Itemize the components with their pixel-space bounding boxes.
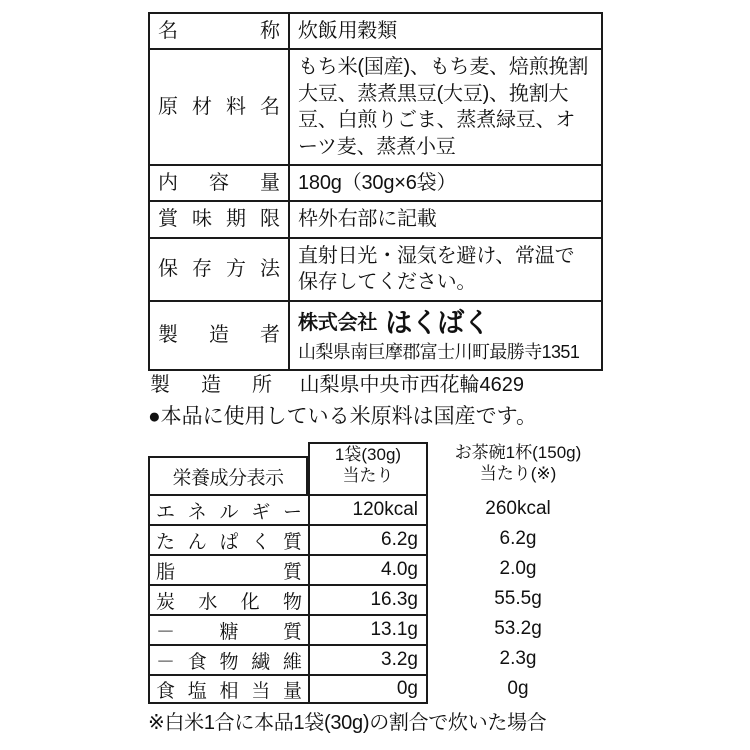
nutrient-value-per-pack: 4.0g xyxy=(308,554,428,584)
table-row xyxy=(149,301,602,370)
nutrition-facts-table xyxy=(148,442,608,704)
table-row xyxy=(148,674,608,704)
row-value-name: 炊飯用穀類 xyxy=(289,13,602,49)
nutrition-col2-header-line2: 当たり(※) xyxy=(479,464,557,484)
nutrition-footnote: ※白米1合に本品1袋(30g)の割合で炊いた場合 xyxy=(148,712,547,734)
nutrition-col1-header-line2: 当たり xyxy=(342,466,394,486)
nutrient-value-per-bowl: 6.2g xyxy=(499,528,537,549)
company-prefix: 株式会社 xyxy=(298,312,378,335)
row-label-ingredients: 原材料名 xyxy=(149,49,289,165)
manufacturing-plant-value: 山梨県中央市西花輪4629 xyxy=(299,374,525,396)
nutrient-value-per-bowl: 55.5g xyxy=(494,588,542,609)
table-row xyxy=(148,494,608,524)
table-row xyxy=(149,238,602,301)
manufacturing-plant-label: 製造所 xyxy=(150,374,272,396)
table-row xyxy=(148,554,608,584)
nutrient-name: －食物繊維 xyxy=(148,644,308,674)
nutrition-col2-header-line1: お茶碗1杯(150g) xyxy=(454,443,582,462)
nutrient-name: エネルギー xyxy=(148,494,308,524)
product-info-table xyxy=(148,12,603,371)
row-value-ingredients: もち米(国産)、もち麦、焙煎挽割大豆、蒸煮黒豆(大豆)、挽割大豆、白煎りごま、蒸煮緑豆、オーツ麦、蒸煮小豆 xyxy=(289,49,602,165)
nutrient-name: 食塩相当量 xyxy=(148,674,308,704)
nutrition-title: 栄養成分表示 xyxy=(148,456,308,494)
row-value-manufacturer xyxy=(289,301,602,370)
nutrient-value-per-pack: 13.1g xyxy=(308,614,428,644)
table-row xyxy=(149,165,602,201)
manufacturing-plant-line xyxy=(150,368,524,397)
nutrient-value-per-bowl: 260kcal xyxy=(485,498,551,519)
table-row xyxy=(148,614,608,644)
nutrient-value-per-bowl: 53.2g xyxy=(494,618,542,639)
manufacturer-address: 山梨県南巨摩郡富士川町最勝寺1351 xyxy=(298,342,580,363)
row-label-name: 名称 xyxy=(149,13,289,49)
nutrition-col1-header-line1: 1袋(30g) xyxy=(334,445,402,464)
nutrition-header-row xyxy=(148,442,608,494)
nutrient-name: －糖質 xyxy=(148,614,308,644)
hakubaku-logo: はくばく xyxy=(385,307,490,339)
nutrient-value-per-pack: 16.3g xyxy=(308,584,428,614)
table-row xyxy=(148,524,608,554)
row-label-manufacturer: 製造者 xyxy=(149,301,289,370)
nutrient-value-per-pack: 120kcal xyxy=(308,494,428,524)
table-row xyxy=(148,584,608,614)
table-row xyxy=(148,644,608,674)
table-row xyxy=(149,201,602,237)
nutrient-value-per-bowl: 2.3g xyxy=(499,648,537,669)
nutrient-value-per-pack: 0g xyxy=(308,674,428,704)
nutrient-value-per-bowl: 2.0g xyxy=(499,558,537,579)
nutrition-col2-header xyxy=(428,442,608,494)
table-row xyxy=(149,13,602,49)
nutrient-name: たんぱく質 xyxy=(148,524,308,554)
row-label-best-before: 賞味期限 xyxy=(149,201,289,237)
origin-note: ●本品に使用している米原料は国産です。 xyxy=(148,405,538,428)
nutrient-name: 脂質 xyxy=(148,554,308,584)
table-row xyxy=(149,49,602,165)
nutrient-name: 炭水化物 xyxy=(148,584,308,614)
nutrient-value-per-pack: 6.2g xyxy=(308,524,428,554)
row-label-content-amount: 内容量 xyxy=(149,165,289,201)
manufacturer-name-line xyxy=(298,306,593,342)
row-value-storage: 直射日光・湿気を避け、常温で保存してください。 xyxy=(289,238,602,301)
row-value-content-amount: 180g（30g×6袋） xyxy=(289,165,602,201)
nutrient-value-per-bowl: 0g xyxy=(507,678,529,699)
row-value-best-before: 枠外右部に記載 xyxy=(289,201,602,237)
row-label-storage: 保存方法 xyxy=(149,238,289,301)
nutrient-value-per-pack: 3.2g xyxy=(308,644,428,674)
nutrition-col1-header xyxy=(308,442,428,494)
